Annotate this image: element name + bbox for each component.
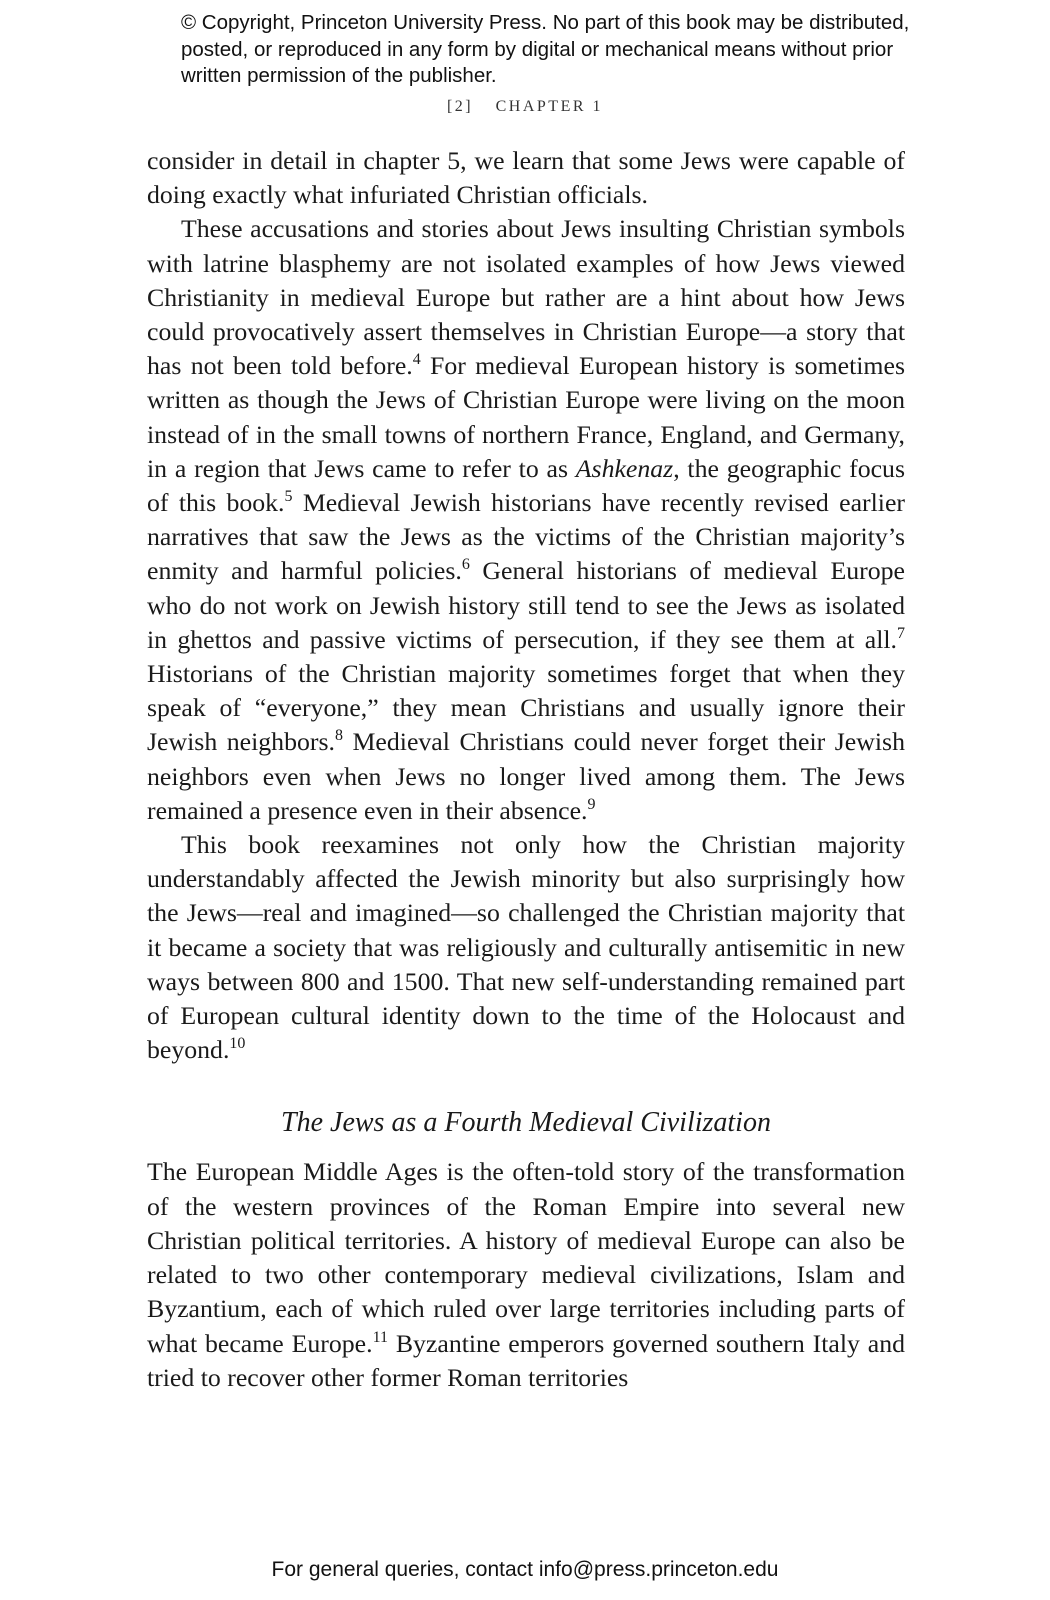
footnote-ref-5[interactable]: 5: [284, 488, 293, 506]
footnote-ref-9[interactable]: 9: [587, 795, 596, 813]
footnote-ref-10[interactable]: 10: [229, 1035, 246, 1053]
section-heading: The Jews as a Fourth Medieval Civilization: [281, 1107, 771, 1139]
para3-text-a: This book reexamines not only how the Christian majority understandably affected the Jewish minority but also surprisingly how the Jews—real and imagined—so challenged the Christian majority that it became a society that was religiously and culturally antisemitic in new ways between 800 and 1500. That new self-understanding remained part of European cultural identity down to the time of the Holocaust and beyond.: [147, 830, 905, 1065]
chapter-label: CHAPTER 1: [495, 98, 604, 115]
page-number: [2]: [446, 98, 474, 115]
paragraph-2: [147, 212, 905, 828]
term-ashkenaz: Ashkenaz: [575, 453, 674, 483]
para2-text-a: These accusations and stories about Jews insulting Christian symbols with latrine blasphemy are not isolated examples of how Jews viewed Christianity in medieval Europe but rather are a hint about how Jews could provocatively assert themselves in Christian Europe—a story that has not been told before.: [147, 214, 905, 381]
para4-text-b: Byzantine emperors governed southern Italy and tried to recover other former Roman territories: [147, 1328, 905, 1392]
footnote-ref-7[interactable]: 7: [897, 624, 905, 642]
footnote-ref-8[interactable]: 8: [334, 727, 343, 745]
body-text: [147, 144, 905, 1395]
copyright-notice: © Copyright, Princeton University Press. No part of this book may be distributed, posted, or reproduced in any form by digital or mechanical means without prior written permission of the publisher.: [181, 11, 910, 87]
paragraph-3: [147, 828, 905, 1067]
footer-contact: For general queries, contact info@press.princeton.edu: [271, 1558, 779, 1581]
para2-text-g: Medieval Christians could never forget their Jewish neighbors even when Jews no longer lived among them. The Jews remained a presence even in their absence.: [147, 727, 905, 825]
paragraph-1: consider in detail in chapter 5, we learn that some Jews were capable of doing exactly what infuriated Christian officials.: [147, 146, 905, 210]
para2-text-c: , the geographic focus of this book.: [147, 453, 905, 518]
paragraph-4: [147, 1155, 905, 1394]
para4-text-a: The European Middle Ages is the often-told story of the transformation of the western provinces of the Roman Empire into several new Christian political territories. A history of medieval Europe can also be related to two other contemporary medieval civilizations, Islam and Byzantium, each of which ruled over large territories including parts of what became Europe.: [147, 1157, 905, 1358]
para2-text-d: Medieval Jewish historians have recently revised earlier narratives that saw the Jews as the victims of the Christian majority’s enmity and harmful policies.: [147, 488, 905, 586]
para2-text-f: Historians of the Christian majority sometimes forget that when they speak of “everyone,” they mean Christians and usually ignore their Jewish neighbors.: [147, 659, 905, 757]
footnote-ref-11[interactable]: 11: [372, 1328, 388, 1346]
para2-text-e: General historians of medieval Europe who do not work on Jewish history still tend to see the Jews as isolated in ghettos and passive victims of persecution, if they see them at all.: [147, 556, 905, 654]
running-head: [0, 98, 1050, 116]
footnote-ref-6[interactable]: 6: [461, 556, 470, 574]
para2-text-b: For medieval European history is sometimes written as though the Jews of Christian Europe were living on the moon instead of in the small towns of northern France, England, and Germany, in a region that Jews came to refer to as: [147, 351, 905, 483]
footnote-ref-4[interactable]: 4: [412, 351, 421, 369]
